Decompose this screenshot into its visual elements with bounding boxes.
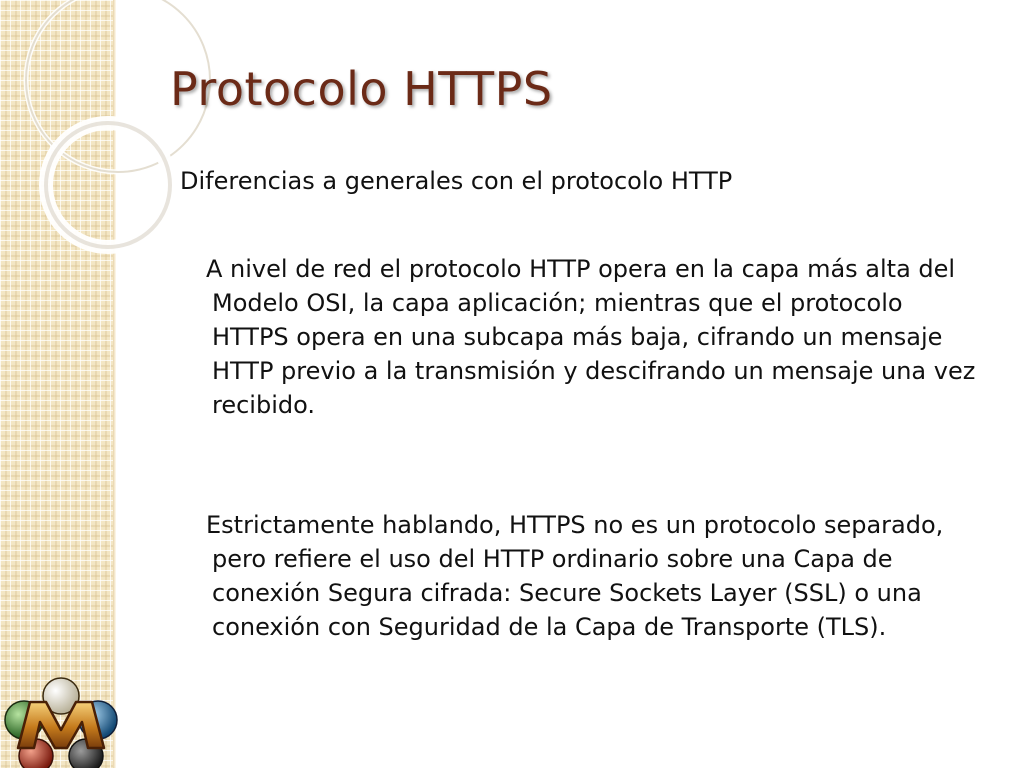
slide-subtitle: Diferencias a generales con el protocolo HTTP: [180, 167, 733, 195]
decorative-rings-icon: [0, 0, 220, 300]
magic-m-logo-icon: [0, 676, 122, 768]
body-paragraph-ssl-tls: Estrictamente hablando, HTTPS no es un protocolo separado, pero refiere el uso del HTTP ordinario sobre una Capa de conexión Segura cifrada: Secure Sockets Layer (SSL) o una conexión con Seguridad de la Capa de Transporte (TLS).: [206, 511, 944, 641]
body-paragraph-osi: A nivel de red el protocolo HTTP opera en la capa más alta del Modelo OSI, la capa aplicación; mientras que el protocolo HTTPS opera en una subcapa más baja, cifrando un mensaje HTTP previo a la transmisión y descifrando un mensaje una vez recibido.: [206, 255, 976, 419]
slide-title: Protocolo HTTPS: [170, 62, 553, 116]
